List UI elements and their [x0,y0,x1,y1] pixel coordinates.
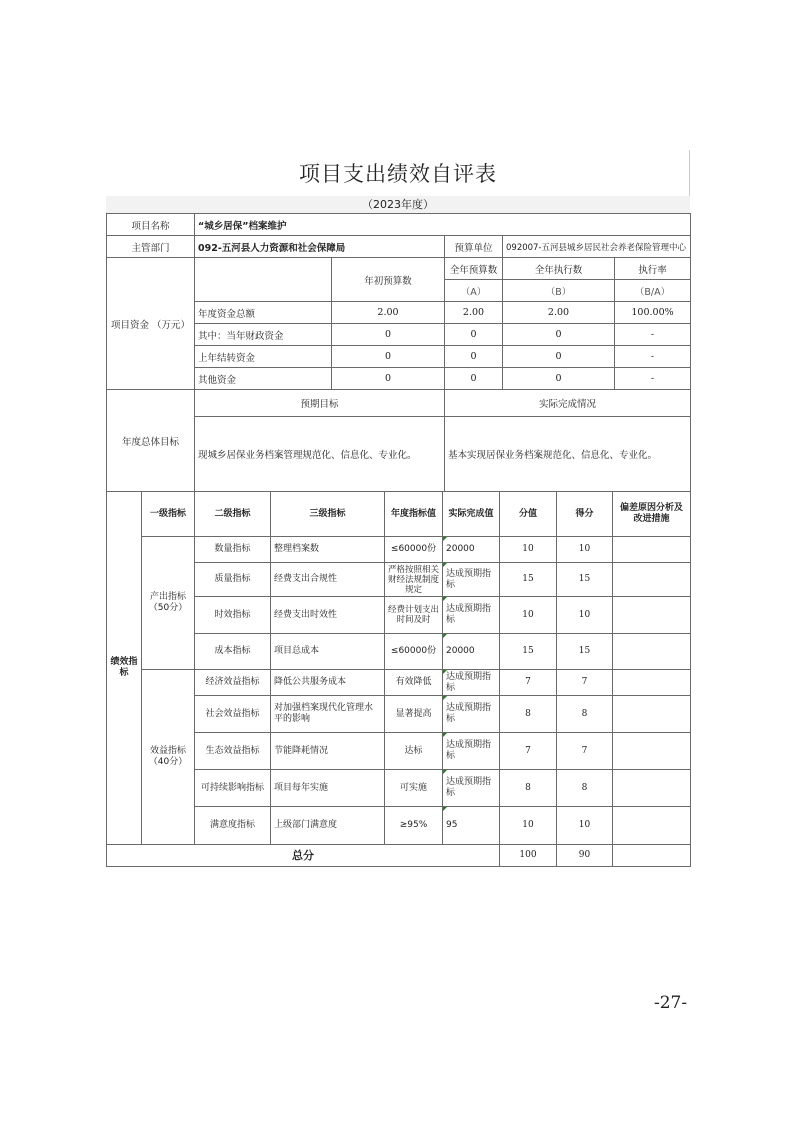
goal-content-row [107,417,691,492]
fund-initial: 0 [332,324,445,346]
weight-cell: 7 [500,670,557,696]
target-cell: ≤60000份 [385,537,443,563]
indicator-row [107,670,691,696]
department-label: 主管部门 [107,236,195,258]
indicator-header-row [107,492,691,537]
fund-initial: 0 [332,346,445,368]
fund-exec: 0 [503,368,615,390]
actual-cell: 20000 [443,537,500,563]
target-cell: ≥95% [385,807,443,845]
project-name-row [107,214,691,236]
full-year-budget-header: 全年预算数 [445,258,503,280]
indicator-row [107,770,691,807]
level2-cell: 社会效益指标 [195,696,271,733]
funds-blank [195,258,332,302]
fund-row [107,324,691,346]
header-score: 得分 [557,492,613,537]
basic-info-table [106,213,691,492]
fund-budget: 0 [445,346,503,368]
weight-cell: 7 [500,733,557,770]
goal-header-row [107,390,691,417]
level3-cell: 经费支出合规性 [271,563,385,597]
indicator-row [107,634,691,670]
fund-row-label: 上年结转资金 [195,346,332,368]
actual-cell: 达成预期指标 [443,733,500,770]
actual-cell: 达成预期指标 [443,563,500,597]
fund-initial: 0 [332,368,445,390]
header-weight: 分值 [500,492,557,537]
weight-cell: 10 [500,807,557,845]
total-weight: 100 [500,845,557,867]
deviation-cell [613,563,691,597]
group-benefit-label: 效益指标 （40分） [142,670,195,845]
deviation-cell [613,770,691,807]
target-cell: 有效降低 [385,670,443,696]
indicator-row [107,733,691,770]
deviation-cell [613,696,691,733]
funds-header-row [107,258,691,280]
deviation-cell [613,537,691,563]
project-name-label: 项目名称 [107,214,195,236]
total-label: 总分 [107,845,500,867]
fund-rate: - [615,368,691,390]
weight-cell: 10 [500,597,557,634]
indicator-row [107,537,691,563]
annual-goal-label: 年度总体目标 [107,390,195,492]
deviation-cell [613,733,691,770]
fund-row-label: 年度资金总额 [195,302,332,324]
fund-budget: 0 [445,324,503,346]
header-deviation: 偏差原因分析及改进措施 [613,492,691,537]
level3-cell: 整理档案数 [271,537,385,563]
target-cell: 严格按照相关财经法规制度规定 [385,563,443,597]
weight-cell: 15 [500,634,557,670]
page-number: -27- [654,993,688,1013]
group-output-label: 产出指标 （50分） [142,537,195,670]
fund-rate: - [615,324,691,346]
header-target: 年度指标值 [385,492,443,537]
full-year-exec-header: 全年执行数 [503,258,615,280]
fund-exec: 0 [503,324,615,346]
score-cell: 7 [557,733,613,770]
target-cell: 可实施 [385,770,443,807]
target-cell: 经费计划支出时间及时 [385,597,443,634]
level2-cell: 数量指标 [195,537,271,563]
score-cell: 10 [557,537,613,563]
actual-cell: 95 [443,807,500,845]
col-b-label: （B） [503,280,615,302]
actual-cell: 20000 [443,634,500,670]
budget-unit-label: 预算单位 [445,236,503,258]
level3-cell: 项目总成本 [271,634,385,670]
fund-row [107,346,691,368]
target-cell: ≤60000份 [385,634,443,670]
level2-cell: 可持续影响指标 [195,770,271,807]
goal-actual-text: 基本实现居保业务档案规范化、信息化、专业化。 [445,417,691,492]
fund-rate: - [615,346,691,368]
score-cell: 8 [557,770,613,807]
fund-initial: 2.00 [332,302,445,324]
deviation-cell [613,597,691,634]
fund-row-label: 其他资金 [195,368,332,390]
weight-cell: 10 [500,537,557,563]
level3-cell: 降低公共服务成本 [271,670,385,696]
level2-cell: 满意度指标 [195,807,271,845]
budget-unit-value: 092007-五河县城乡居民社会养老保险管理中心 [503,236,691,258]
level3-cell: 经费支出时效性 [271,597,385,634]
indicator-table [106,491,691,867]
exec-rate-header: 执行率 [615,258,691,280]
actual-cell: 达成预期指标 [443,696,500,733]
score-cell: 10 [557,597,613,634]
fund-row-label: 其中：当年财政资金 [195,324,332,346]
score-cell: 15 [557,563,613,597]
header-actual: 实际完成值 [443,492,500,537]
fund-exec: 0 [503,346,615,368]
deviation-cell [613,807,691,845]
score-cell: 10 [557,807,613,845]
level3-cell: 上级部门满意度 [271,807,385,845]
fund-exec: 2.00 [503,302,615,324]
level3-cell: 项目每年实施 [271,770,385,807]
goal-expected-text: 现城乡居保业务档案管理规范化、信息化、专业化。 [195,417,445,492]
fund-rate: 100.00% [615,302,691,324]
actual-completion-header: 实际完成情况 [445,390,691,417]
department-row [107,236,691,258]
level2-cell: 时效指标 [195,597,271,634]
funds-label: 项目资金 （万元） [107,258,195,390]
col-ba-label: （B/A） [615,280,691,302]
fund-row [107,368,691,390]
score-cell: 7 [557,670,613,696]
level3-cell: 节能降耗情况 [271,733,385,770]
level2-cell: 生态效益指标 [195,733,271,770]
perf-indicator-label: 绩效指标 [107,492,142,845]
project-name-value: “城乡居保”档案维护 [195,214,691,236]
actual-cell: 达成预期指标 [443,670,500,696]
year-label: （2023年度） [106,196,690,213]
evaluation-sheet [106,213,690,867]
fund-budget: 0 [445,368,503,390]
total-score: 90 [557,845,613,867]
weight-cell: 8 [500,770,557,807]
indicator-row [107,696,691,733]
expected-goal-header: 预期目标 [195,390,445,417]
indicator-row [107,563,691,597]
level3-cell: 对加强档案现代化管理水平的影响 [271,696,385,733]
col-a-label: （A） [445,280,503,302]
target-cell: 达标 [385,733,443,770]
actual-cell: 达成预期指标 [443,770,500,807]
page-title: 项目支出绩效自评表 [299,162,497,186]
deviation-cell [613,634,691,670]
score-cell: 15 [557,634,613,670]
header-level2: 二级指标 [195,492,271,537]
score-cell: 8 [557,696,613,733]
department-value: 092-五河县人力资源和社会保障局 [195,236,445,258]
weight-cell: 8 [500,696,557,733]
actual-cell: 达成预期指标 [443,597,500,634]
weight-cell: 15 [500,563,557,597]
deviation-cell [613,670,691,696]
level2-cell: 经济效益指标 [195,670,271,696]
header-level3: 三级指标 [271,492,385,537]
target-cell: 显著提高 [385,696,443,733]
level2-cell: 质量指标 [195,563,271,597]
indicator-row [107,597,691,634]
header-level1: 一级指标 [142,492,195,537]
indicator-row [107,807,691,845]
total-deviation-cell [613,845,691,867]
fund-budget: 2.00 [445,302,503,324]
level2-cell: 成本指标 [195,634,271,670]
year-initial-header: 年初预算数 [332,258,445,302]
fund-row [107,302,691,324]
total-row [107,845,691,867]
